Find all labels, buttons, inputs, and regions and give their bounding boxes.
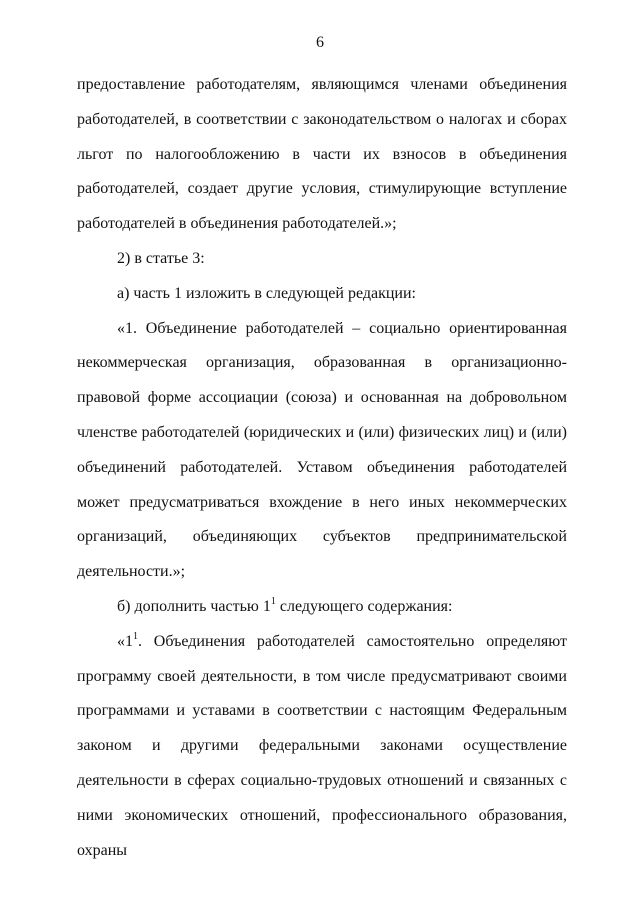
superscript: 1 (270, 595, 276, 607)
paragraph-part-1-1-intro-tail: следующего содержания: (275, 597, 453, 615)
page-number: 6 (316, 34, 324, 51)
superscript: 1 (133, 630, 138, 642)
paragraph-continuation: предоставление работодателям, являющимся членами объединения работодателей, в соответствии с законодательством о налогах и сборах льгот по налогообложению в части их взносов в объединения работодателей, создает другие условия, стимулирующие вступление работодателей в объединения работодателей.»; (77, 76, 567, 233)
paragraph-part-1-1-quote-open: «1 (117, 632, 133, 650)
paragraph-part-1-text: «1. Объединение работодателей – социально ориентированная некоммерческая организация, образованная в организационно-правовой форме ассоциации (союза) и основанная на добровольном членстве работодателей (юридических и (или) физических лиц) и (или) объединений работодателей. Уставом объединения работодателей может предусматриваться вхождение в него иных некоммерческих организаций, объединяющих субъектов предпринимательской деятельности.»; (77, 319, 567, 581)
document-body (77, 68, 567, 868)
paragraph-part-1-1-text (77, 625, 567, 869)
paragraph-part-1-1-intro-text: б) дополнить частью 1 (117, 597, 271, 615)
paragraph-part-1-1-intro (77, 590, 567, 625)
paragraph-part-1-intro: а) часть 1 изложить в следующей редакции: (117, 284, 416, 302)
paragraph-part-1-1-body: . Объединения работодателей самостоятельно определяют программу своей деятельности, в том числе предусматривают своими программами и уставами в соответствии с настоящим Федеральным законом и другими федеральными законами осуществление деятельности в сферах социально-трудовых отношений и связанных с ними экономических отношений, профессионального образования, охраны (77, 632, 567, 859)
paragraph-article-3: 2) в статье 3: (117, 249, 205, 267)
